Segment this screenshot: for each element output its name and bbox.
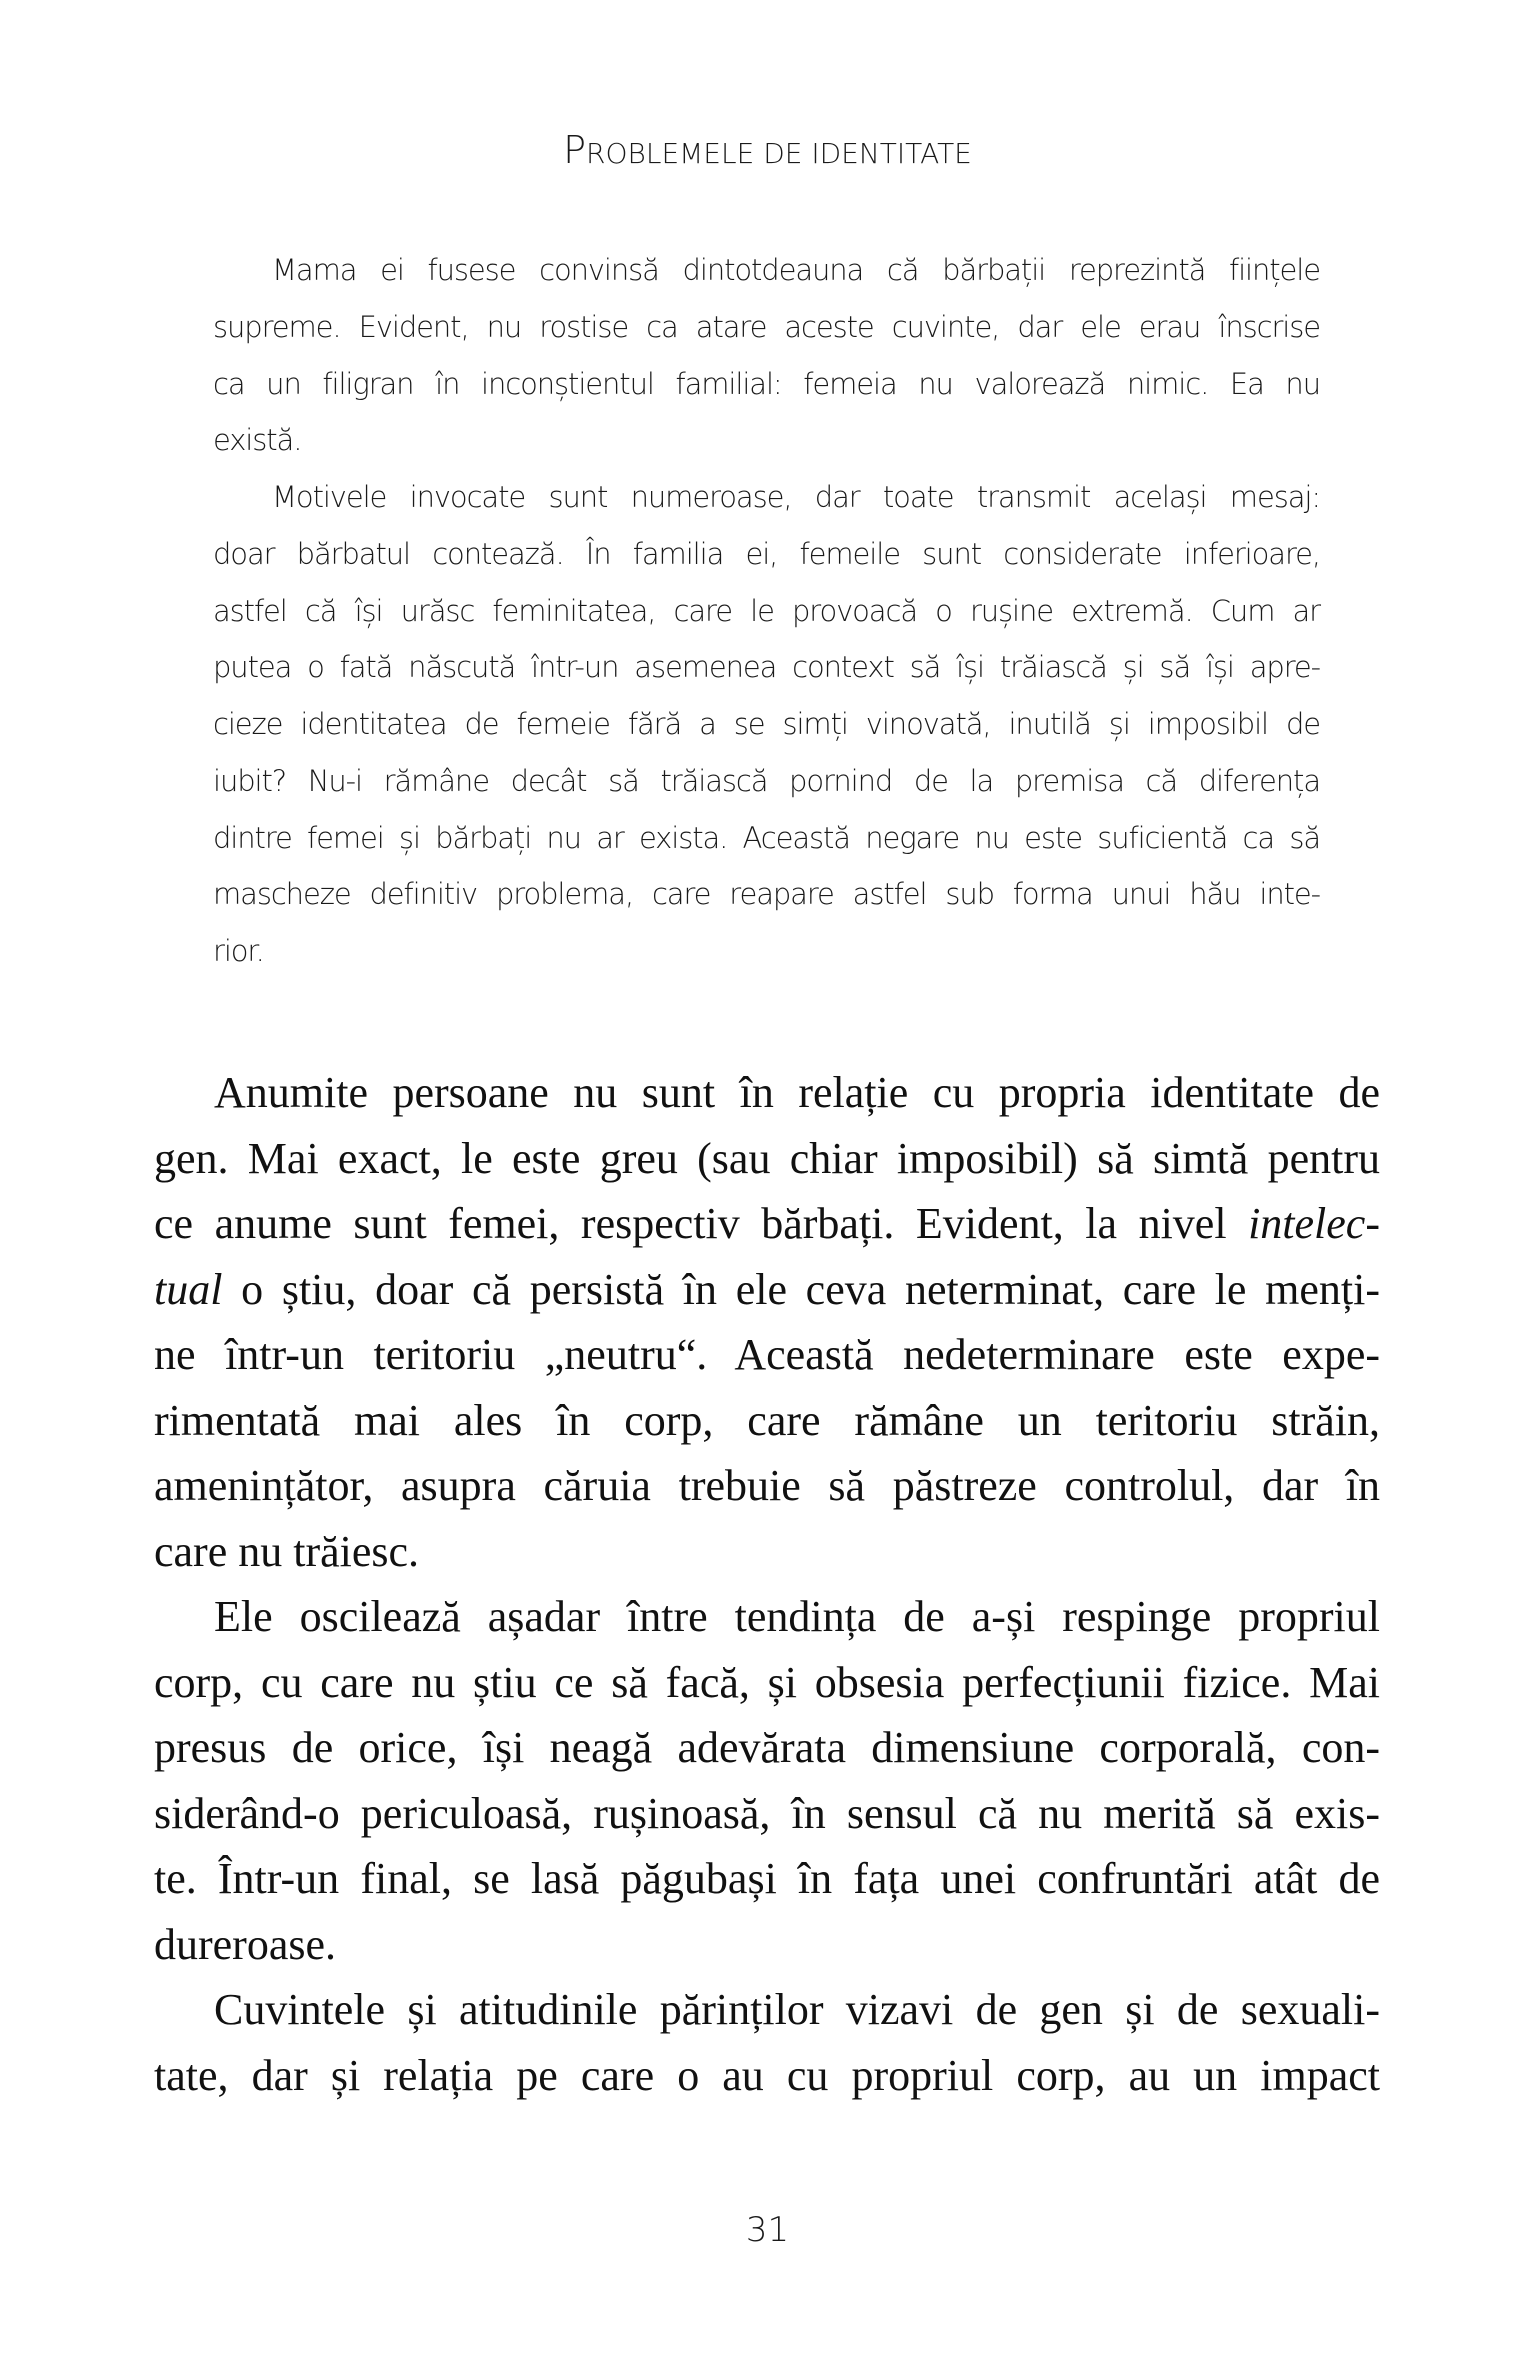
excerpt-line: Motivele invocate sunt numeroase, dar toate transmit același mesaj: (272, 480, 1320, 514)
body-text (154, 1060, 1380, 2108)
body-line: gen. Mai exact, le este greu (sau chiar imposibil) să simtă pentru (154, 1133, 1380, 1183)
body-line (154, 1257, 1380, 1323)
excerpt-line: astfel că își urăsc feminitatea, care le provoacă o rușine extremă. Cum ar (213, 593, 1320, 628)
body-line: presus de orice, își neagă adevărata dimensiune corporală, con- (154, 1723, 1380, 1772)
excerpt-line: doar bărbatul contează. În familia ei, femeile sunt considerate inferioare, (213, 536, 1320, 571)
running-header (0, 128, 1535, 176)
body-line: ne într-un teritoriu „neutru“. Această nedeterminare este expe- (154, 1330, 1380, 1379)
body-line: siderând-o periculoasă, rușinoasă, în sensul că nu merită să exis- (154, 1788, 1380, 1838)
body-line: te. Într-un final, se lasă păgubași în fața unei confruntări atât de (154, 1854, 1380, 1903)
body-line: Ele oscilează așadar între tendința de a-și respinge propriul (214, 1592, 1380, 1641)
excerpt-line: cieze identitatea de femeie fără a se simți vinovată, inutilă și imposibil de (213, 707, 1320, 741)
page-number: 31 (745, 2210, 790, 2250)
running-header-rest: ROBLEMELE DE IDENTITATE (586, 137, 972, 170)
excerpt-line: ca un filigran în inconștientul familial: femeia nu valorează nimic. Ea nu (213, 366, 1320, 401)
italic-word: tual (154, 1264, 223, 1314)
body-line: rimentată mai ales în corp, care rămâne un teritoriu străin, (154, 1395, 1380, 1445)
body-line: Anumite persoane nu sunt în relație cu propria identitate de (214, 1068, 1380, 1117)
body-line: Cuvintele și atitudinile părinților vizavi de gen și de sexuali- (214, 1985, 1380, 2034)
body-line: amenințător, asupra căruia trebuie să păstreze controlul, dar în (154, 1461, 1380, 1510)
excerpt-line: mascheze definitiv problema, care reapare astfel sub forma unui hău inte- (213, 877, 1320, 912)
body-line-text: ce anume sunt femei, respectiv bărbați. Evident, la nivel (154, 1199, 1249, 1248)
running-header-initial: P (563, 128, 587, 172)
body-line: care nu trăiesc. (154, 1526, 420, 1576)
excerpt-line: dintre femei și bărbați nu ar exista. Această negare nu este suficientă ca să (213, 820, 1320, 855)
body-line: tate, dar și relația pe care o au cu propriul corp, au un impact (154, 2050, 1380, 2100)
excerpt-line: Mama ei fusese convinsă dintotdeauna că bărbații reprezintă ființele (272, 253, 1320, 287)
excerpt-line: iubit? Nu-i rămâne decât să trăiască pornind de la premisa că diferența (213, 763, 1320, 798)
body-line: dureroase. (154, 1919, 337, 1969)
excerpt-line: supreme. Evident, nu rostise ca atare aceste cuvinte, dar ele erau înscrise (213, 309, 1320, 344)
body-line: corp, cu care nu știu ce să facă, și obsesia perfecțiunii fizice. Mai (154, 1657, 1380, 1707)
body-line (154, 1191, 1380, 1257)
excerpt-line: rior. (213, 934, 264, 968)
excerpt-line: există. (213, 423, 302, 458)
excerpt-line: putea o fată născută într-un asemenea context să își trăiască și să își apre- (213, 650, 1320, 685)
italic-word: intelec- (1248, 1199, 1380, 1248)
case-excerpt (213, 242, 1320, 980)
body-line-text: o știu, doar că persistă în ele ceva neterminat, care le menți- (222, 1264, 1380, 1314)
